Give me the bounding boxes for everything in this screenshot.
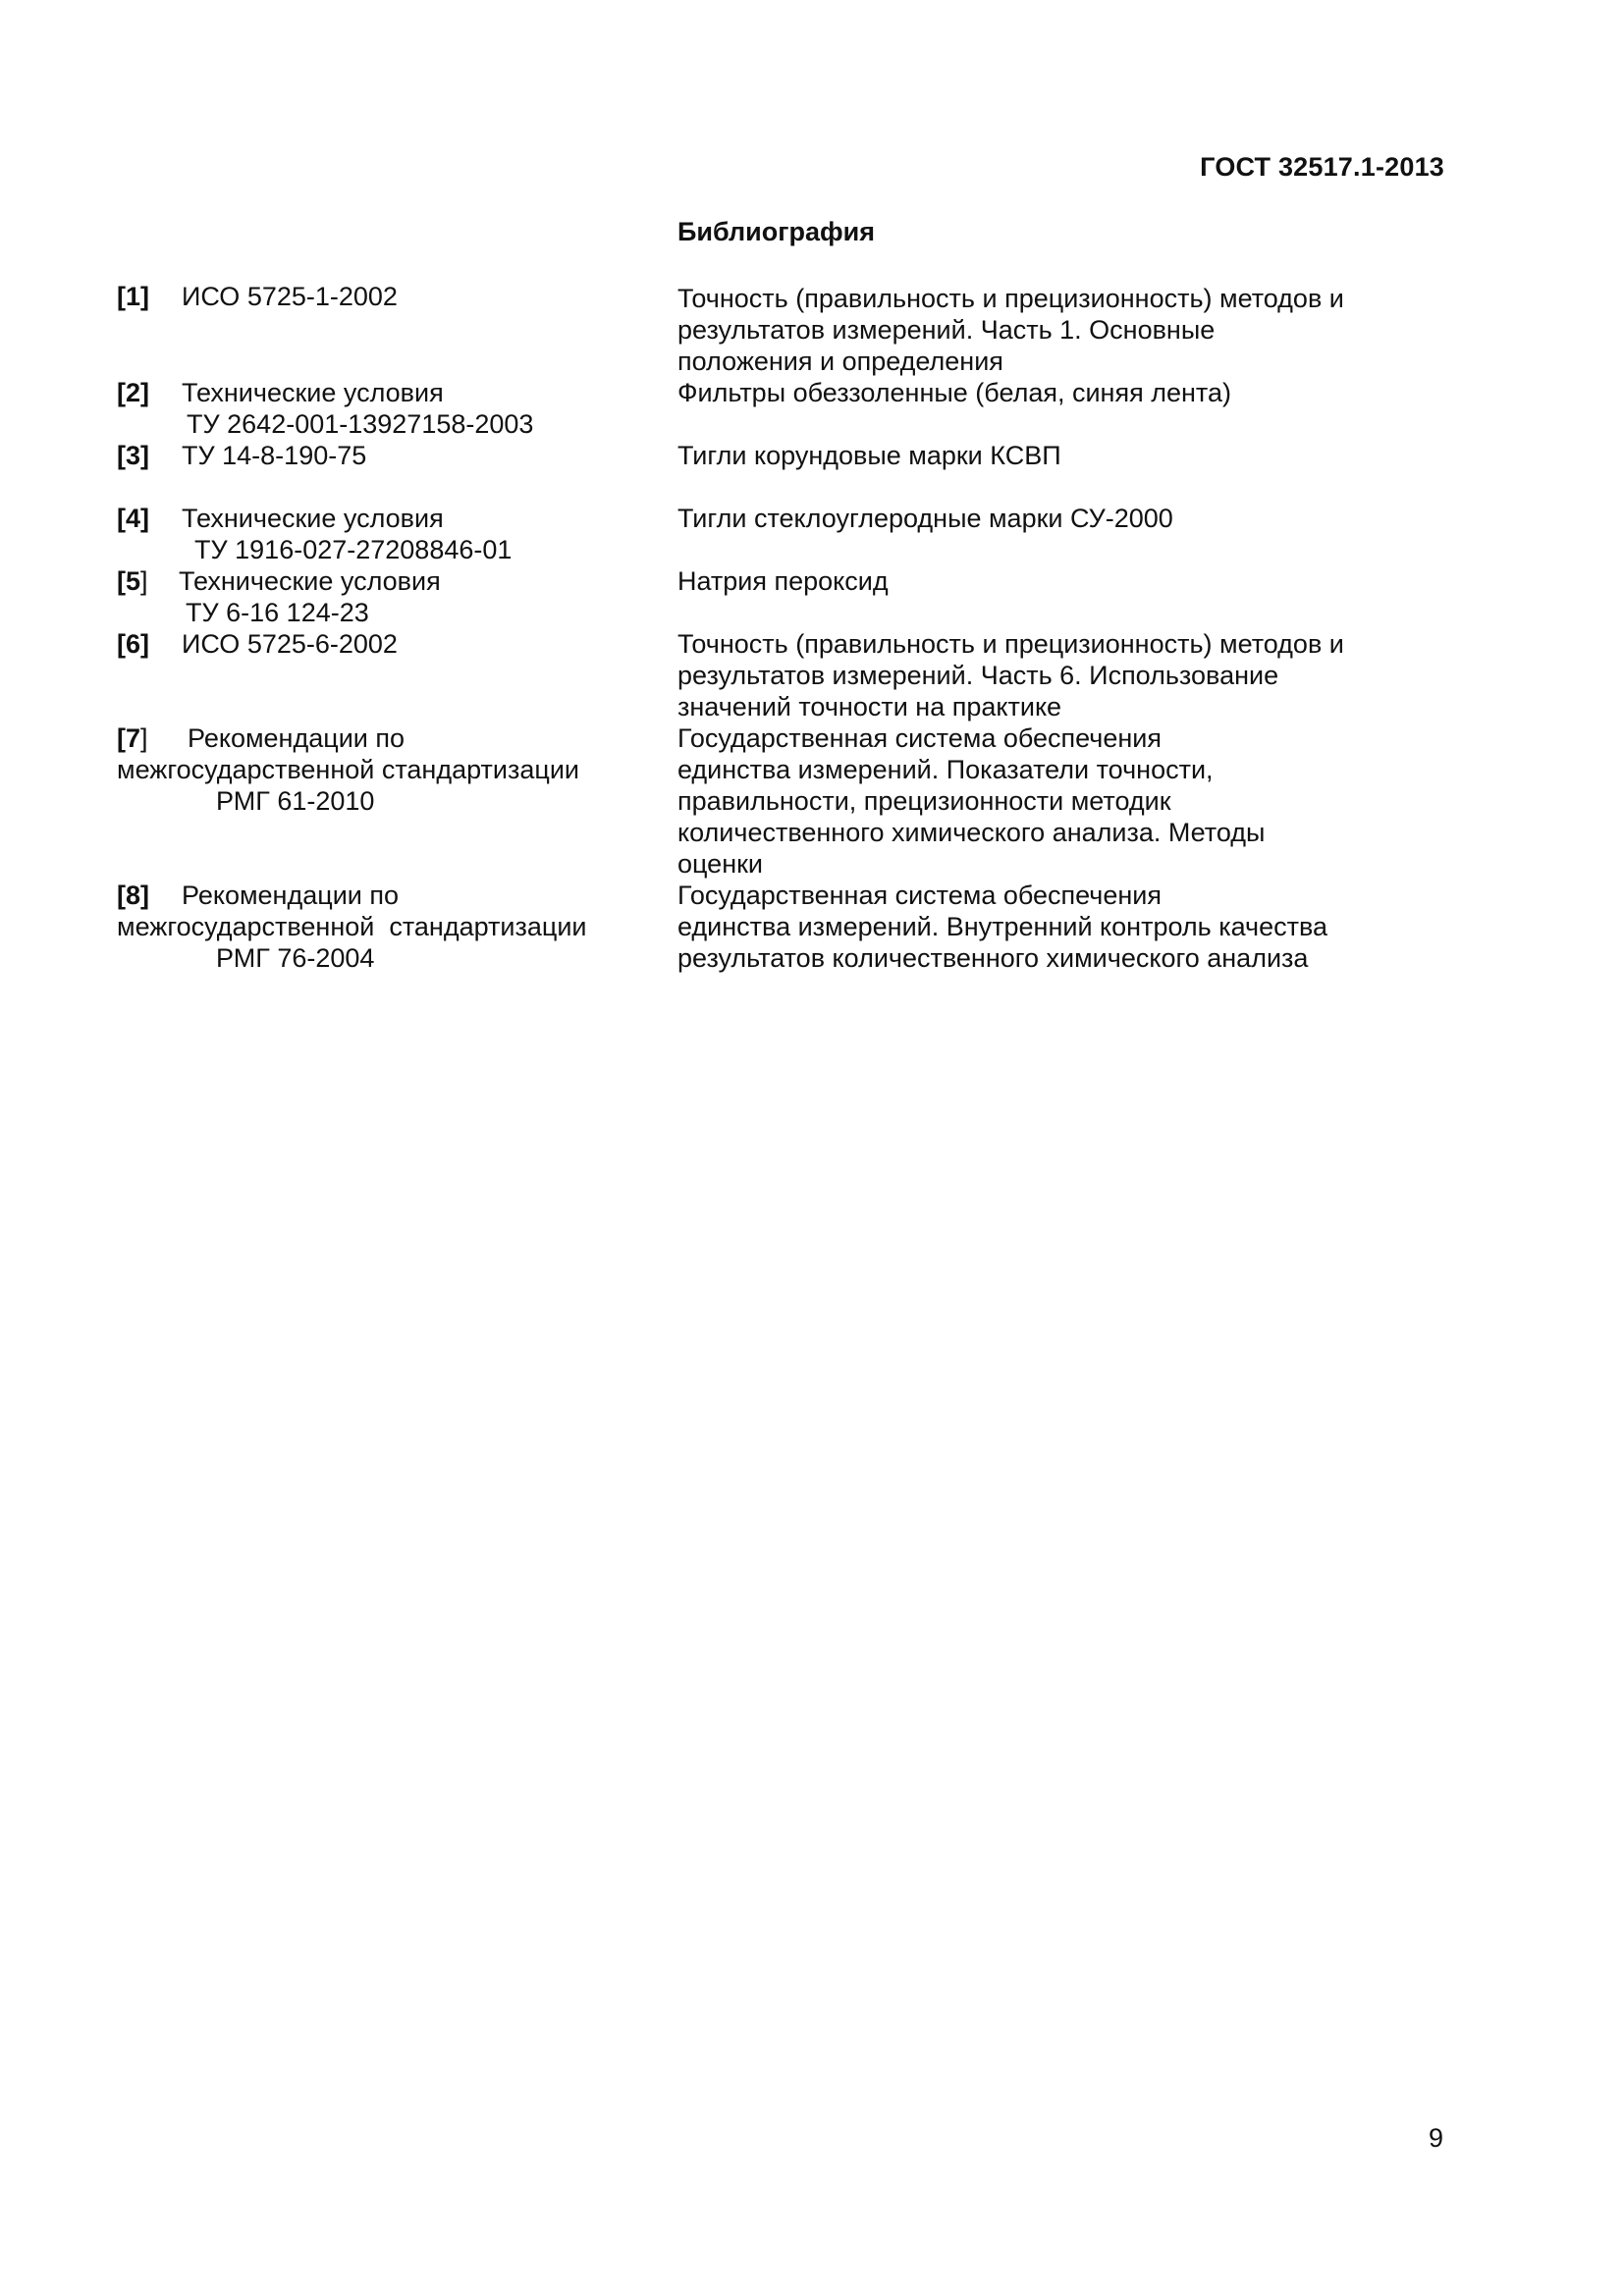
bibliography-title: Библиография	[677, 217, 875, 246]
entry-description: Точность (правильность и прецизионность) методов и	[677, 629, 1344, 659]
entry-reference: Технические условия	[179, 566, 441, 596]
entry-reference: ТУ 14-8-190-75	[182, 441, 367, 470]
entry-description: значений точности на практике	[677, 692, 1062, 721]
entry-description: Тигли корундовые марки КСВП	[677, 441, 1061, 470]
entry-description: результатов измерений. Часть 6. Использование	[677, 661, 1279, 690]
entry-reference: ИСО 5725-1-2002	[182, 282, 398, 311]
entry-reference: Технические условия	[182, 504, 444, 533]
entry-number: [6]	[117, 629, 149, 659]
entry-description: Государственная система обеспечения	[677, 723, 1162, 753]
entry-reference: РМГ 61-2010	[216, 786, 375, 816]
entry-number: [7]	[117, 723, 148, 753]
document-code: ГОСТ 32517.1-2013	[1200, 152, 1444, 182]
entry-description: единства измерений. Показатели точности,	[677, 755, 1214, 784]
entry-number: [4]	[117, 504, 149, 533]
entry-description: Фильтры обеззоленные (белая, синяя лента)	[677, 378, 1231, 407]
entry-reference: Рекомендации по	[182, 881, 399, 910]
entry-number: [5]	[117, 566, 148, 596]
entry-description: Государственная система обеспечения	[677, 881, 1162, 910]
entry-reference: РМГ 76-2004	[216, 943, 375, 973]
page-number: 9	[1428, 2123, 1443, 2153]
entry-description: Тигли стеклоуглеродные марки СУ-2000	[677, 504, 1173, 533]
entry-number: [8]	[117, 881, 149, 910]
entry-description: положения и определения	[677, 347, 1003, 376]
entry-description: результатов количественного химического анализа	[677, 943, 1309, 973]
entry-description: Натрия пероксид	[677, 566, 889, 596]
entry-description: оценки	[677, 849, 763, 879]
entry-reference: ИСО 5725-6-2002	[182, 629, 398, 659]
entry-description: единства измерений. Внутренний контроль качества	[677, 912, 1328, 941]
entry-description: результатов измерений. Часть 1. Основные	[677, 315, 1216, 345]
entry-reference: ТУ 2642-001-13927158-2003	[187, 409, 534, 439]
entry-reference: ТУ 6-16 124-23	[186, 598, 369, 627]
entry-number: [1]	[117, 282, 149, 311]
entry-number: [2]	[117, 378, 149, 407]
entry-reference: межгосударственной стандартизации	[117, 755, 579, 784]
entry-description: Точность (правильность и прецизионность) методов и	[677, 284, 1344, 313]
entry-description: правильности, прецизионности методик	[677, 786, 1171, 816]
entry-number: [3]	[117, 441, 149, 470]
entry-reference: межгосударственной стандартизации	[117, 912, 587, 941]
entry-reference: Технические условия	[182, 378, 444, 407]
entry-reference: ТУ 1916-027-27208846-01	[194, 535, 513, 564]
entry-description: количественного химического анализа. Методы	[677, 818, 1266, 847]
entry-reference: Рекомендации по	[188, 723, 405, 753]
